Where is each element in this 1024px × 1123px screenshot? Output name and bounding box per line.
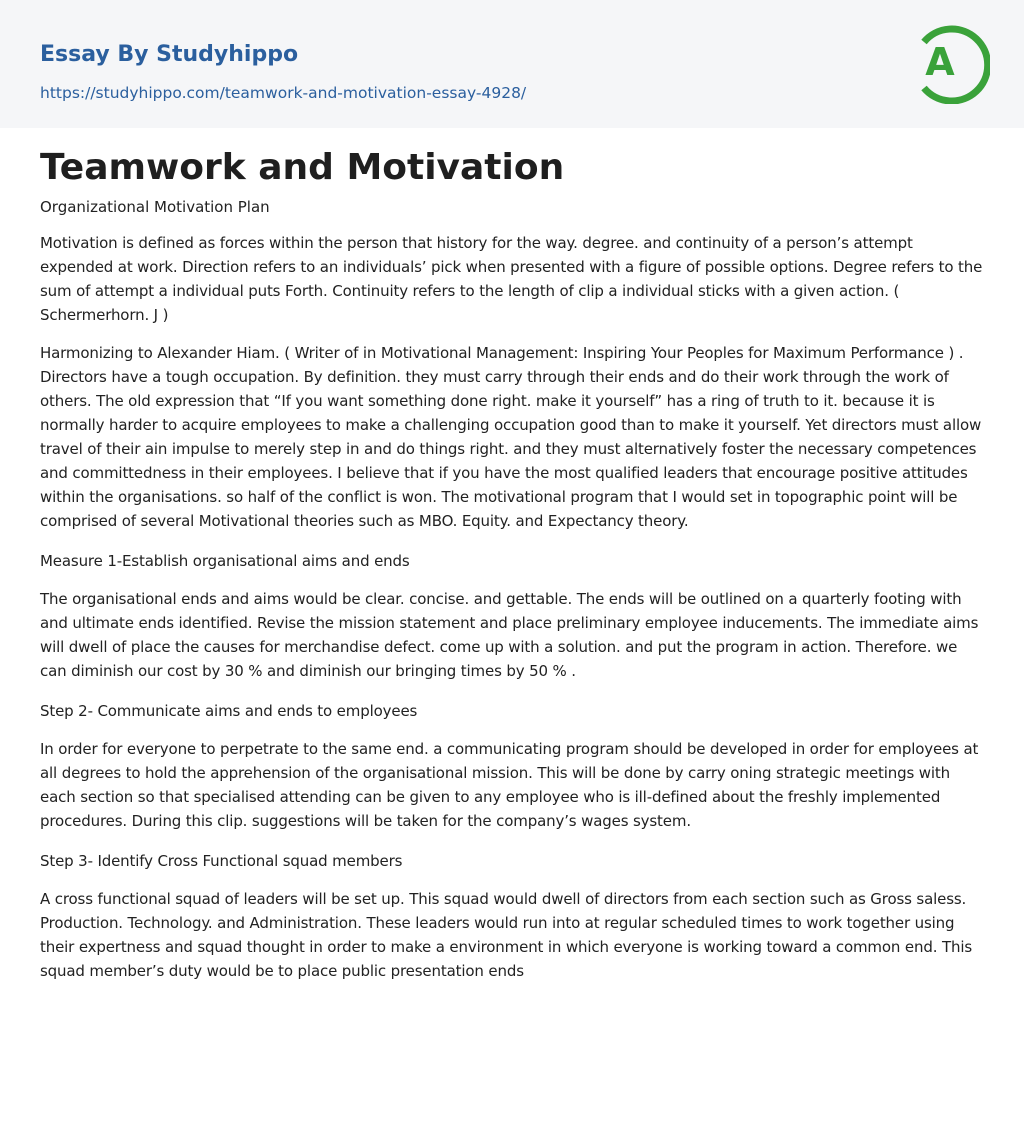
paragraph: Motivation is defined as forces within the person that history for the way. degree. and continuity of a person’s attempt expended at work. Direction refers to an individuals’ pick when presented with a figure of possible options. Degree refers to the sum of attempt a individual puts Forth. Continuity refers to the length of clip a individual sticks with a given action. ( Schermerhorn. J )	[40, 234, 983, 324]
logo-letter: A	[925, 40, 955, 84]
paragraph: The organisational ends and aims would be clear. concise. and gettable. The ends will be outlined on a quarterly footing with and ultimate ends identified. Revise the mission statement and place preliminary employee inducements. The immediate aims will dwell of place the causes for merchandise defect. come up with a solution. and put the program in action. Therefore. we can diminish our cost by 30 % and diminish our bringing times by 50 % .	[40, 590, 979, 680]
site-brand[interactable]: Essay By Studyhippo	[40, 42, 299, 67]
essay-url-link[interactable]: https://studyhippo.com/teamwork-and-motivation-essay-4928/	[40, 84, 527, 102]
site-header	[0, 0, 1024, 128]
step-heading: Measure 1-Establish organisational aims and ends	[40, 552, 410, 570]
paragraph: A cross functional squad of leaders will be set up. This squad would dwell of directors from each section such as Gross saless. Production. Technology. and Administration. These leaders would run into at regular scheduled times to work together using their expertness and squad thought in order to make a environment in which everyone is working toward a common end. This squad member’s duty would be to place public presentation ends	[40, 890, 972, 980]
article-body	[0, 128, 1024, 983]
paragraph: Harmonizing to Alexander Hiam. ( Writer of in Motivational Management: Inspiring Your Peoples for Maximum Performance ) . Directors have a tough occupation. By definition. they must carry through their ends and do their work through the work of others. The old expression that “If you want something done right. make it yourself” has a ring of truth to it. because it is normally harder to acquire employees to make a challenging occupation good than to make it yourself. Yet directors must allow travel of their ain impulse to merely step in and do things right. and they must alternatively foster the necessary competences and committedness in their employees. I believe that if you have the most qualified leaders that encourage positive attitudes within the organisations. so half of the conflict is won. The motivational program that I would set in topographic point will be comprised of several Motivational theories such as MBO. Equity. and Expectancy theory.	[40, 344, 982, 530]
logo-a-icon	[910, 18, 990, 104]
step-heading: Step 2- Communicate aims and ends to employees	[40, 702, 418, 720]
page-title: Teamwork and Motivation	[40, 147, 565, 188]
step-heading: Step 3- Identify Cross Functional squad members	[40, 852, 403, 870]
article-subtitle: Organizational Motivation Plan	[40, 198, 270, 216]
studyhippo-logo[interactable]	[910, 18, 990, 104]
paragraph: In order for everyone to perpetrate to the same end. a communicating program should be developed in order for employees at all degrees to hold the apprehension of the organisational mission. This will be done by carry oning strategic meetings with each section so that specialised attending can be given to any employee who is ill-defined about the freshly implemented procedures. During this clip. suggestions will be taken for the company’s wages system.	[40, 740, 979, 830]
